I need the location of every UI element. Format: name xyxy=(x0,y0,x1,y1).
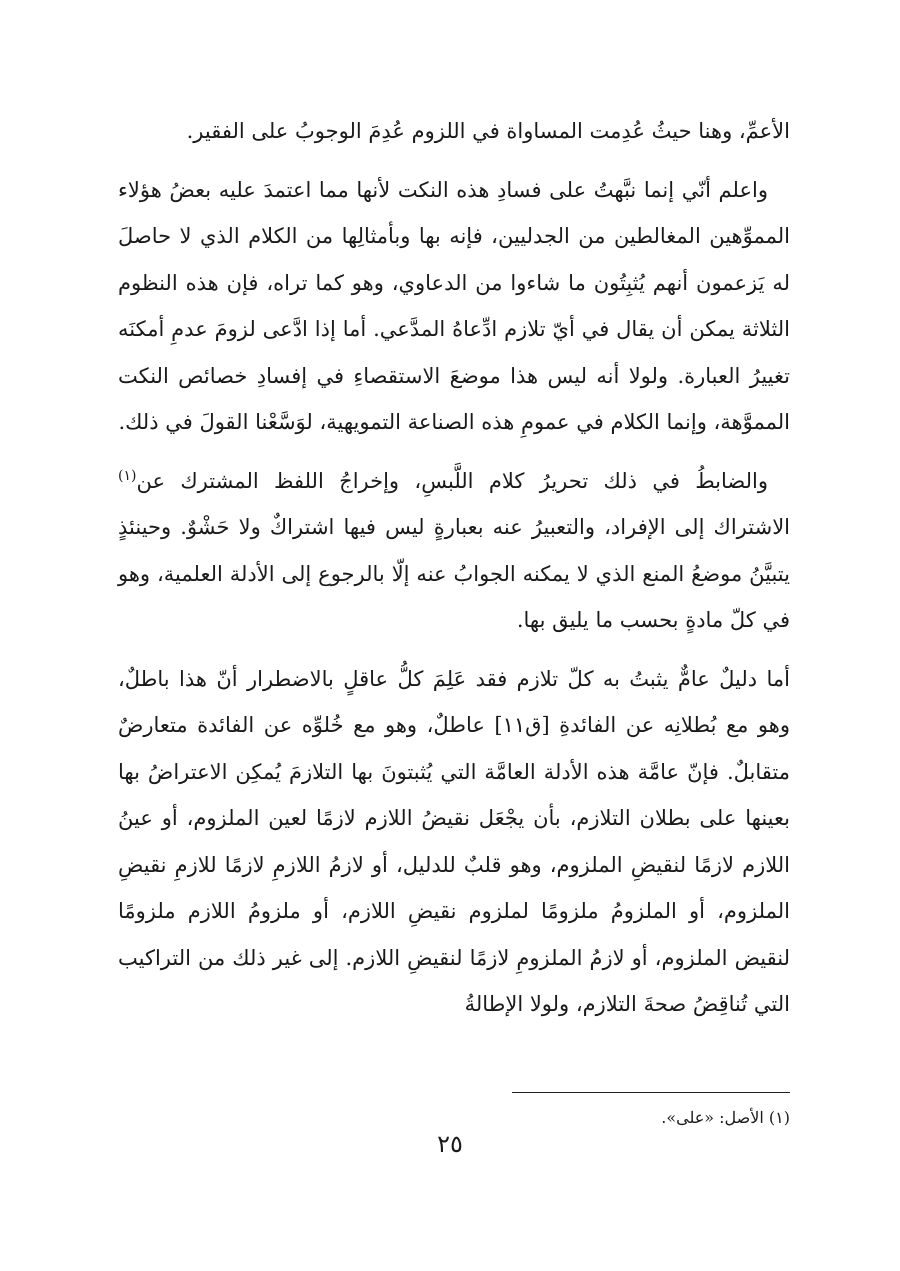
page-number: ٢٥ xyxy=(437,1130,463,1158)
paragraph-3-part-2: الاشتراك إلى الإفراد، والتعبيرُ عنه بعبارةٍ ليس فيها اشتراكٌ ولا حَشْوٌ. وحينئذٍ يتبيَّنُ موضعُ المنع الذي لا يمكنه الجوابُ عنه إلّا بالرجوع إلى الأدلة العلمية، وهو في كلّ مادةٍ بحسب ما يليق بها. xyxy=(118,515,791,632)
footnote: (١) الأصل: «على». xyxy=(661,1108,790,1127)
footnote-divider xyxy=(512,1092,790,1093)
footnote-reference: (١) xyxy=(118,467,137,484)
paragraph-3-part-1: والضابطُ في ذلك تحريرُ كلام اللَّبسِ، وإخراجُ اللفظ المشترك عن xyxy=(136,468,768,493)
paragraph-3 xyxy=(118,458,790,644)
main-text xyxy=(118,108,790,1040)
paragraph-4: أما دليلٌ عامٌّ يثبتُ به كلّ تلازم فقد عَلِمَ كلُّ عاقلٍ بالاضطرار أنّ هذا باطلٌ، وهو مع بُطلانِه عن الفائدةِ [ق١١] عاطلٌ، وهو مع خُلوِّه عن الفائدة متعارضٌ متقابلٌ. فإنّ عامَّة هذه الأدلة العامَّة التي يُثبتونَ بها التلازمَ يُمكِن الاعتراضُ بها بعينها على بطلان التلازم، بأن يجْعَل نقيضُ اللازم لازمًا لعين الملزوم، أو عينُ اللازم لازمًا لنقيضِ الملزوم، وهو قلبٌ للدليل، أو لازمُ اللازمِ لازمًا للازمِ نقيضِ الملزوم، أو الملزومُ ملزومًا لملزوم نقيضِ اللازم، أو ملزومُ اللازم ملزومًا لنقيض الملزوم، أو لازمُ الملزومِ لازمًا لنقيضِ اللازم. إلى غير ذلك من التراكيب التي تُناقِضُ صحةَ التلازم، ولولا الإطالةُ xyxy=(118,666,790,1016)
paragraph-1: الأعمِّ، وهنا حيثُ عُدِمت المساواة في اللزوم عُدِمَ الوجوبُ على الفقير. xyxy=(186,119,790,143)
paragraph-2: واعلم أنّي إنما نبَّهتُ على فسادِ هذه النكت لأنها مما اعتمدَ عليه بعضُ هؤلاء المموِّهين المغالطين من الجدليين، فإنه بها وبأمثالِها من الكلام الذي لا حاصلَ له يَزعمون أنهم يُثبِتُون ما شاءوا من الدعاوي، وهو كما تراه، فإن هذه النظوم الثلاثة يمكن أن يقال في أيّ تلازم ادِّعاهُ المدَّعي. أما إذا ادَّعى لزومَ عدمِ أمكنَه تغييرُ العبارة. ولولا أنه ليس هذا موضعَ الاستقصاءِ في إفسادِ خصائص النكت المموَّهة، وإنما الكلام في عمومِ هذه الصناعة التمويهية، لوَسَّعْنا القولَ في ذلك. xyxy=(118,177,790,434)
